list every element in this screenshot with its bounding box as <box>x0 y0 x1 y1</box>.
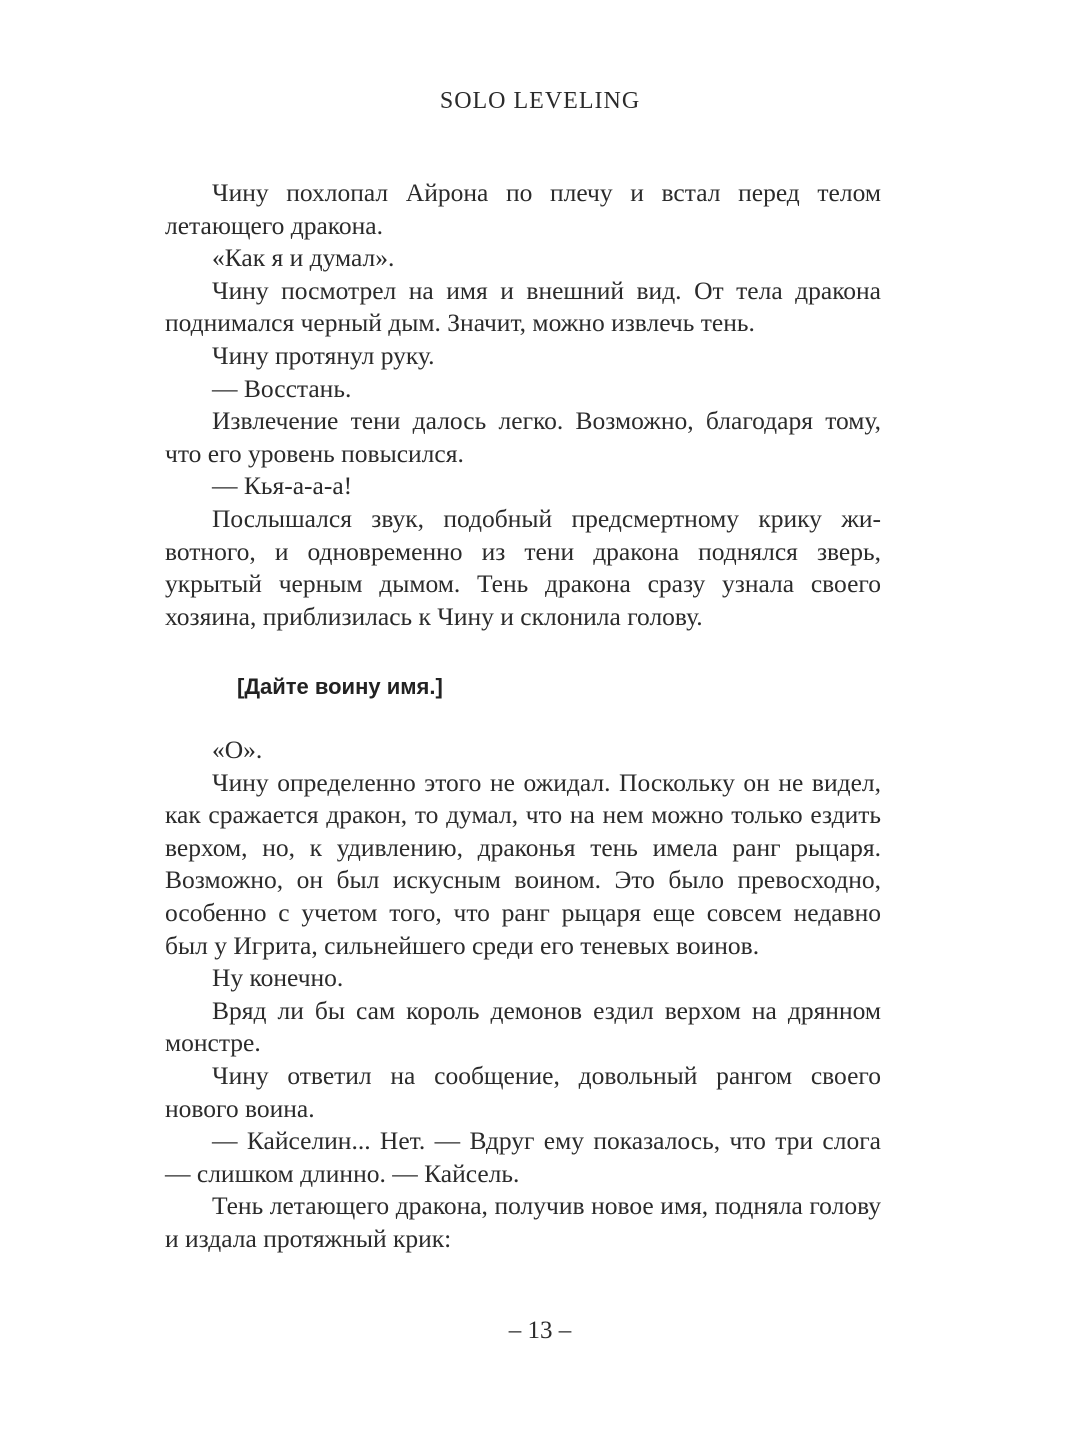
paragraph: — Восстань. <box>212 373 352 403</box>
paragraph: Ну конечно. <box>212 963 344 993</box>
paragraph: Послышался звук, подобный предсмертному крику животного, и одновременно из тени дракона поднялся зверь, укрытый черным дымом. Тень дракона сразу узнала своего хозяина, приблизилась к Чину и склонила голову. <box>165 503 881 631</box>
page-number: – 13 – <box>508 1317 572 1344</box>
paragraph: Чину похлопал Айрона по плечу и встал перед телом летающего дракона. <box>165 178 881 240</box>
paragraph: Чину определенно этого не ожидал. Поскольку он не видел, как сражается дракон, то думал, что на нем можно только ездить верхом, но, к удивлению, драконья тень имела ранг рыцаря. Возможно, он был искусным воином. Это было превосходно, особенно с учетом того, что ранг рыцаря еще совсем недавно был у Игрита, сильнейшего среди его теневых воинов. <box>165 767 881 960</box>
paragraph: Чину протянул руку. <box>212 340 435 370</box>
paragraph: — Кайселин... Нет. — Вдруг ему показалось, что три слога — слишком длинно. — Кайсель. <box>165 1126 881 1188</box>
paragraph: «Как я и думал». <box>212 243 395 273</box>
paragraph: Извлечение тени далось легко. Возможно, благодаря тому, что его уровень повысился. <box>165 406 881 468</box>
paragraph: Вряд ли бы сам король демонов ездил верхом на дрянном монстре. <box>165 995 881 1058</box>
paragraph: — Кья-а-а-а! <box>212 471 353 501</box>
system-message: [Дайте воину имя.] <box>237 674 443 699</box>
paragraph: Чину ответил на сообщение, довольный рангом своего нового воина. <box>165 1060 881 1123</box>
paragraph: Тень летающего дракона, получив новое имя, подняла голову и издала протяжный крик: <box>165 1191 881 1253</box>
text-block-top <box>165 177 881 633</box>
paragraph: Чину посмотрел на имя и внешний вид. От тела дракона поднимался черный дым. Значит, можно извлечь тень. <box>165 275 881 338</box>
text-block-bottom <box>165 734 881 1256</box>
running-title: SOLO LEVELING <box>439 88 641 114</box>
paragraph: «О». <box>212 735 263 764</box>
